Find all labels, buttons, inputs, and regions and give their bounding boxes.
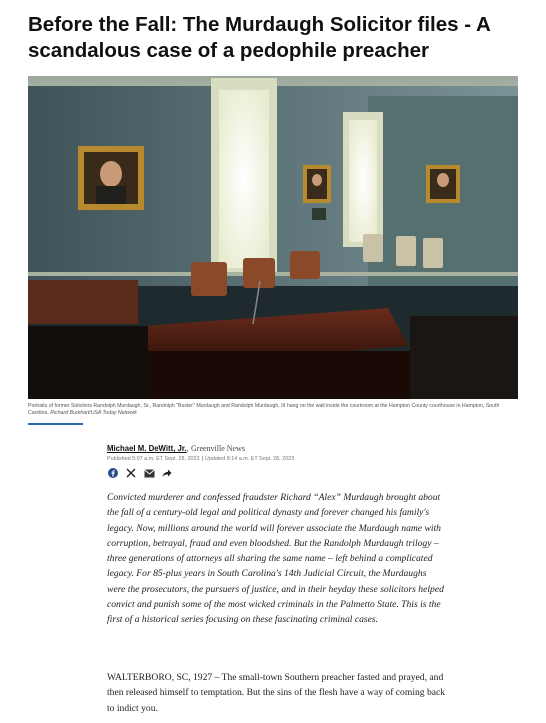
author-link[interactable]: Michael M. DeWitt, Jr. (107, 444, 187, 453)
caption-credit: Richard Burkhart/USA Today Network (50, 410, 137, 416)
byline (107, 444, 245, 453)
outlet-name: Greenville News (191, 444, 245, 453)
email-icon[interactable] (143, 467, 155, 479)
article-first-paragraph: WALTERBORO, SC, 1927 – The small-town Southern preacher fasted and prayed, and then released himself to temptation. But the sins of the flesh have a way of coming back to indict you. (107, 672, 446, 714)
article-headline: Before the Fall: The Murdaugh Solicitor files - A scandalous case of a pedophile preacher (28, 13, 491, 62)
share-bar (107, 467, 173, 479)
date-separator: | (201, 456, 203, 462)
caption-divider (28, 423, 83, 425)
facebook-icon[interactable] (107, 467, 119, 479)
photo-caption (28, 403, 518, 417)
article-intro: Convicted murderer and confessed fraudster Richard “Alex” Murdaugh brought about the fall of a century-old legal and political dynasty and forever changed his family's legacy. Now, millions around the world will forever associate the Murdaugh name with corruption, betrayal, fraud and even bloodshed. But the Randolph Murdaugh trilogy – three generations of attorneys all sharing the same name – left behind a complicated legacy. For 85-plus years in South Carolina's 14th Judicial Circuit, the Murdaughs were the prosecutors, the pursuers of justice, and in their heyday these solicitors helped convict and punish some of the most wicked criminals in the Palmetto State. This is the first of a historical series focusing on these fascinating criminal cases. (107, 492, 444, 626)
updated-date: Updated 8:14 a.m. ET Sept. 28, 2023 (204, 456, 295, 462)
share-arrow-icon[interactable] (161, 467, 173, 479)
x-icon[interactable] (125, 467, 137, 479)
courtroom-photo-art (28, 76, 518, 399)
byline-comma: , (186, 444, 191, 453)
article-dates (107, 456, 294, 462)
published-date: Published 5:07 a.m. ET Sept. 28, 2023 (107, 456, 200, 462)
caption-text: Portraits of former Solicitors Randolph Murdaugh, Sr., Randolph "Buster" Murdaugh and Randolph Murdaugh, III hang on the wall inside the courtroom at the Hampton County courthouse in Hampton, South Carolina. (28, 403, 500, 416)
courtroom-photo[interactable] (28, 76, 518, 399)
